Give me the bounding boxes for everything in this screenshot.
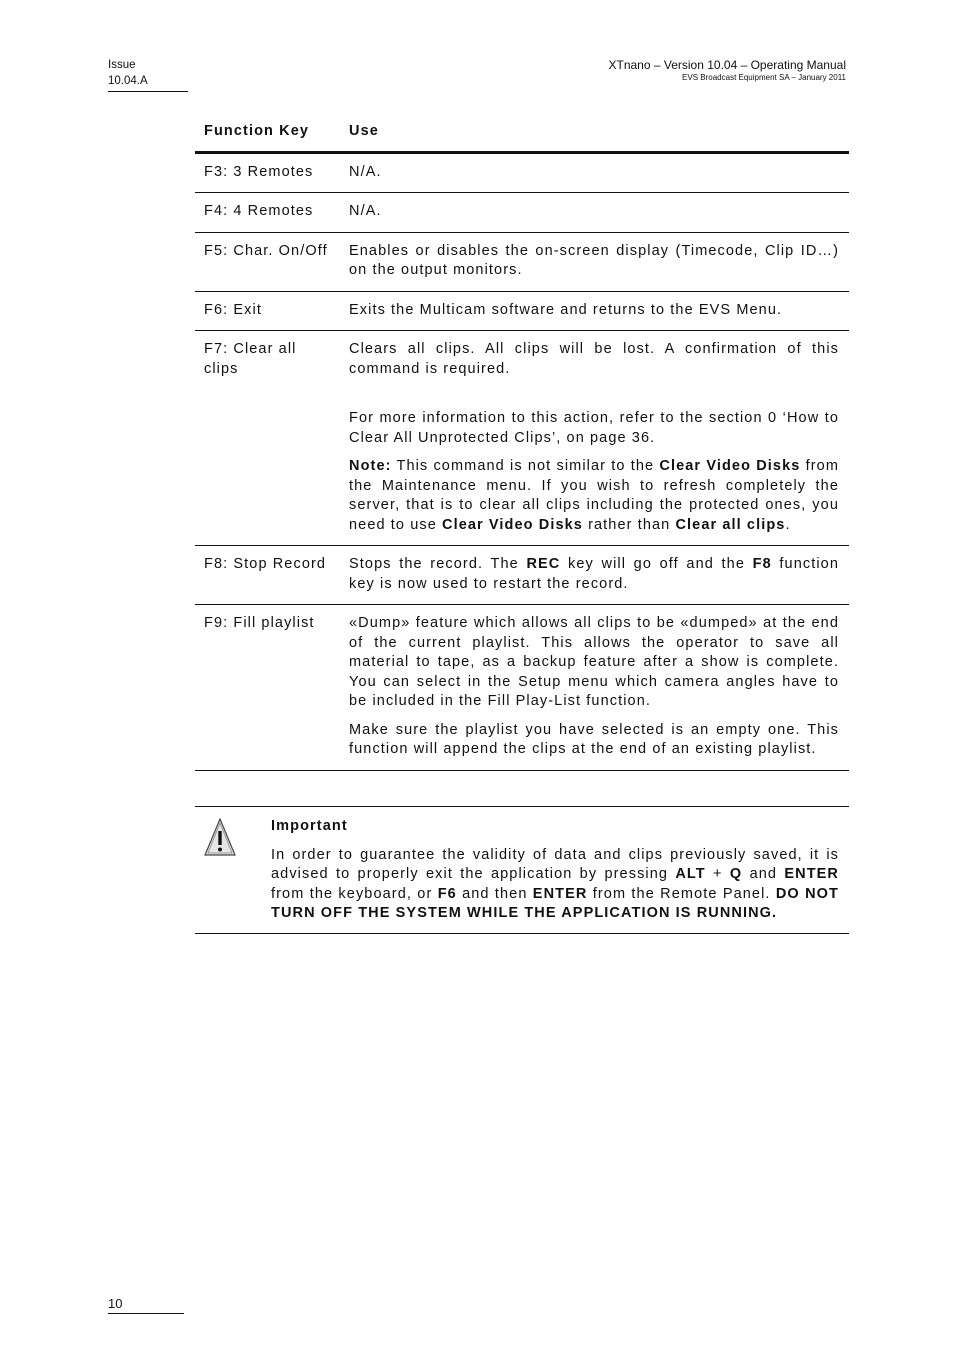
use-paragraph: Clears all clips. All clips will be lost. A confirmation of this command is required. bbox=[349, 341, 839, 377]
use-paragraph: Make sure the playlist you have selected is an empty one. This function will append the clips at the end of an existing playlist. bbox=[349, 721, 839, 757]
use-cell bbox=[340, 605, 849, 771]
doc-title: XTnano – Version 10.04 – Operating Manual bbox=[608, 58, 846, 72]
use-cell: Exits the Multicam software and returns to the EVS Menu. bbox=[340, 291, 849, 331]
use-cell: Enables or disables the on-screen display (Timecode, Clip ID…) on the output monitors. bbox=[340, 232, 849, 291]
use-emphasis: REC bbox=[526, 556, 561, 572]
key-enter: ENTER bbox=[784, 866, 840, 882]
col-header-use: Use bbox=[340, 114, 849, 152]
note-emphasis: Clear all clips bbox=[675, 516, 786, 533]
issue-label: Issue bbox=[108, 59, 136, 71]
important-note bbox=[195, 806, 849, 934]
use-cell: N/A. bbox=[340, 193, 849, 233]
use-emphasis: F8 bbox=[752, 556, 772, 572]
table-row bbox=[195, 331, 849, 546]
important-body bbox=[271, 846, 839, 924]
note-text: . bbox=[785, 516, 791, 533]
key-f6: F6 bbox=[437, 885, 457, 902]
key-enter: ENTER bbox=[532, 885, 588, 902]
warning-triangle-icon bbox=[203, 817, 237, 857]
col-header-function-key: Function Key bbox=[195, 114, 340, 152]
note-text: from the Maintenance menu. If you wish to refresh completely the server, that is to clear all clips including the protected ones, you need to use bbox=[349, 458, 840, 533]
document-header bbox=[609, 58, 847, 83]
function-key-cell: F9: Fill playlist bbox=[195, 605, 340, 771]
note-text: rather than bbox=[582, 516, 676, 533]
function-key-cell: F4: 4 Remotes bbox=[195, 193, 340, 233]
body-text: from the Remote Panel. bbox=[587, 885, 776, 902]
note-paragraph bbox=[349, 457, 839, 535]
use-text: Stops the record. The bbox=[349, 556, 527, 572]
table-row bbox=[195, 291, 849, 331]
use-text: function key is now used to restart the record. bbox=[349, 556, 840, 592]
table-row bbox=[195, 193, 849, 233]
body-text: In order to guarantee the validity of data and clips previously saved, it is advised to properly exit the application by pressing bbox=[271, 846, 839, 882]
table-row bbox=[195, 152, 849, 193]
warning-emphasis: DO NOT TURN OFF THE SYSTEM WHILE THE APPLICATION IS RUNNING. bbox=[271, 885, 839, 921]
function-key-cell: F6: Exit bbox=[195, 291, 340, 331]
table-header-row bbox=[195, 114, 849, 152]
note-label: Note: bbox=[349, 458, 392, 474]
function-key-cell: F5: Char. On/Off bbox=[195, 232, 340, 291]
function-key-cell: F7: Clear all clips bbox=[195, 331, 340, 546]
issue-block bbox=[108, 57, 188, 92]
body-text: and then bbox=[456, 885, 533, 902]
table-row bbox=[195, 232, 849, 291]
key-alt: ALT bbox=[675, 866, 706, 882]
issue-number: 10.04.A bbox=[108, 75, 148, 87]
important-text bbox=[271, 817, 839, 924]
table-row bbox=[195, 605, 849, 771]
note-text: This command is not similar to the bbox=[391, 458, 660, 474]
use-paragraph: For more information to this action, refer to the section 0 ‘How to Clear All Unprotected Clips’, on page 36. bbox=[349, 410, 839, 446]
body-text: and bbox=[742, 866, 785, 882]
page-footer bbox=[108, 1296, 184, 1314]
important-title: Important bbox=[271, 818, 348, 834]
function-key-cell: F3: 3 Remotes bbox=[195, 152, 340, 193]
body-text: + bbox=[705, 866, 730, 882]
company-date: EVS Broadcast Equipment SA – January 2011 bbox=[682, 73, 846, 82]
use-text: key will go off and the bbox=[560, 556, 753, 572]
table-row bbox=[195, 546, 849, 605]
note-emphasis: Clear Video Disks bbox=[442, 516, 583, 533]
use-cell bbox=[340, 331, 849, 546]
page-number: 10 bbox=[108, 1296, 123, 1311]
note-emphasis: Clear Video Disks bbox=[659, 458, 801, 474]
footer-rule bbox=[108, 1313, 184, 1314]
use-paragraph: «Dump» feature which allows all clips to be «dumped» at the end of the current playlist. This allows the operator to save all material to tape, as a backup feature after a show is complete. You can select in the Setup menu which camera angles have to be included in the Fill Play-List function. bbox=[349, 615, 839, 709]
issue-rule bbox=[108, 91, 188, 92]
body-text: from the keyboard, or bbox=[271, 885, 438, 902]
function-key-cell: F8: Stop Record bbox=[195, 546, 340, 605]
function-key-table bbox=[195, 114, 849, 771]
use-cell bbox=[340, 546, 849, 605]
use-cell: N/A. bbox=[340, 152, 849, 193]
key-q: Q bbox=[729, 866, 743, 882]
